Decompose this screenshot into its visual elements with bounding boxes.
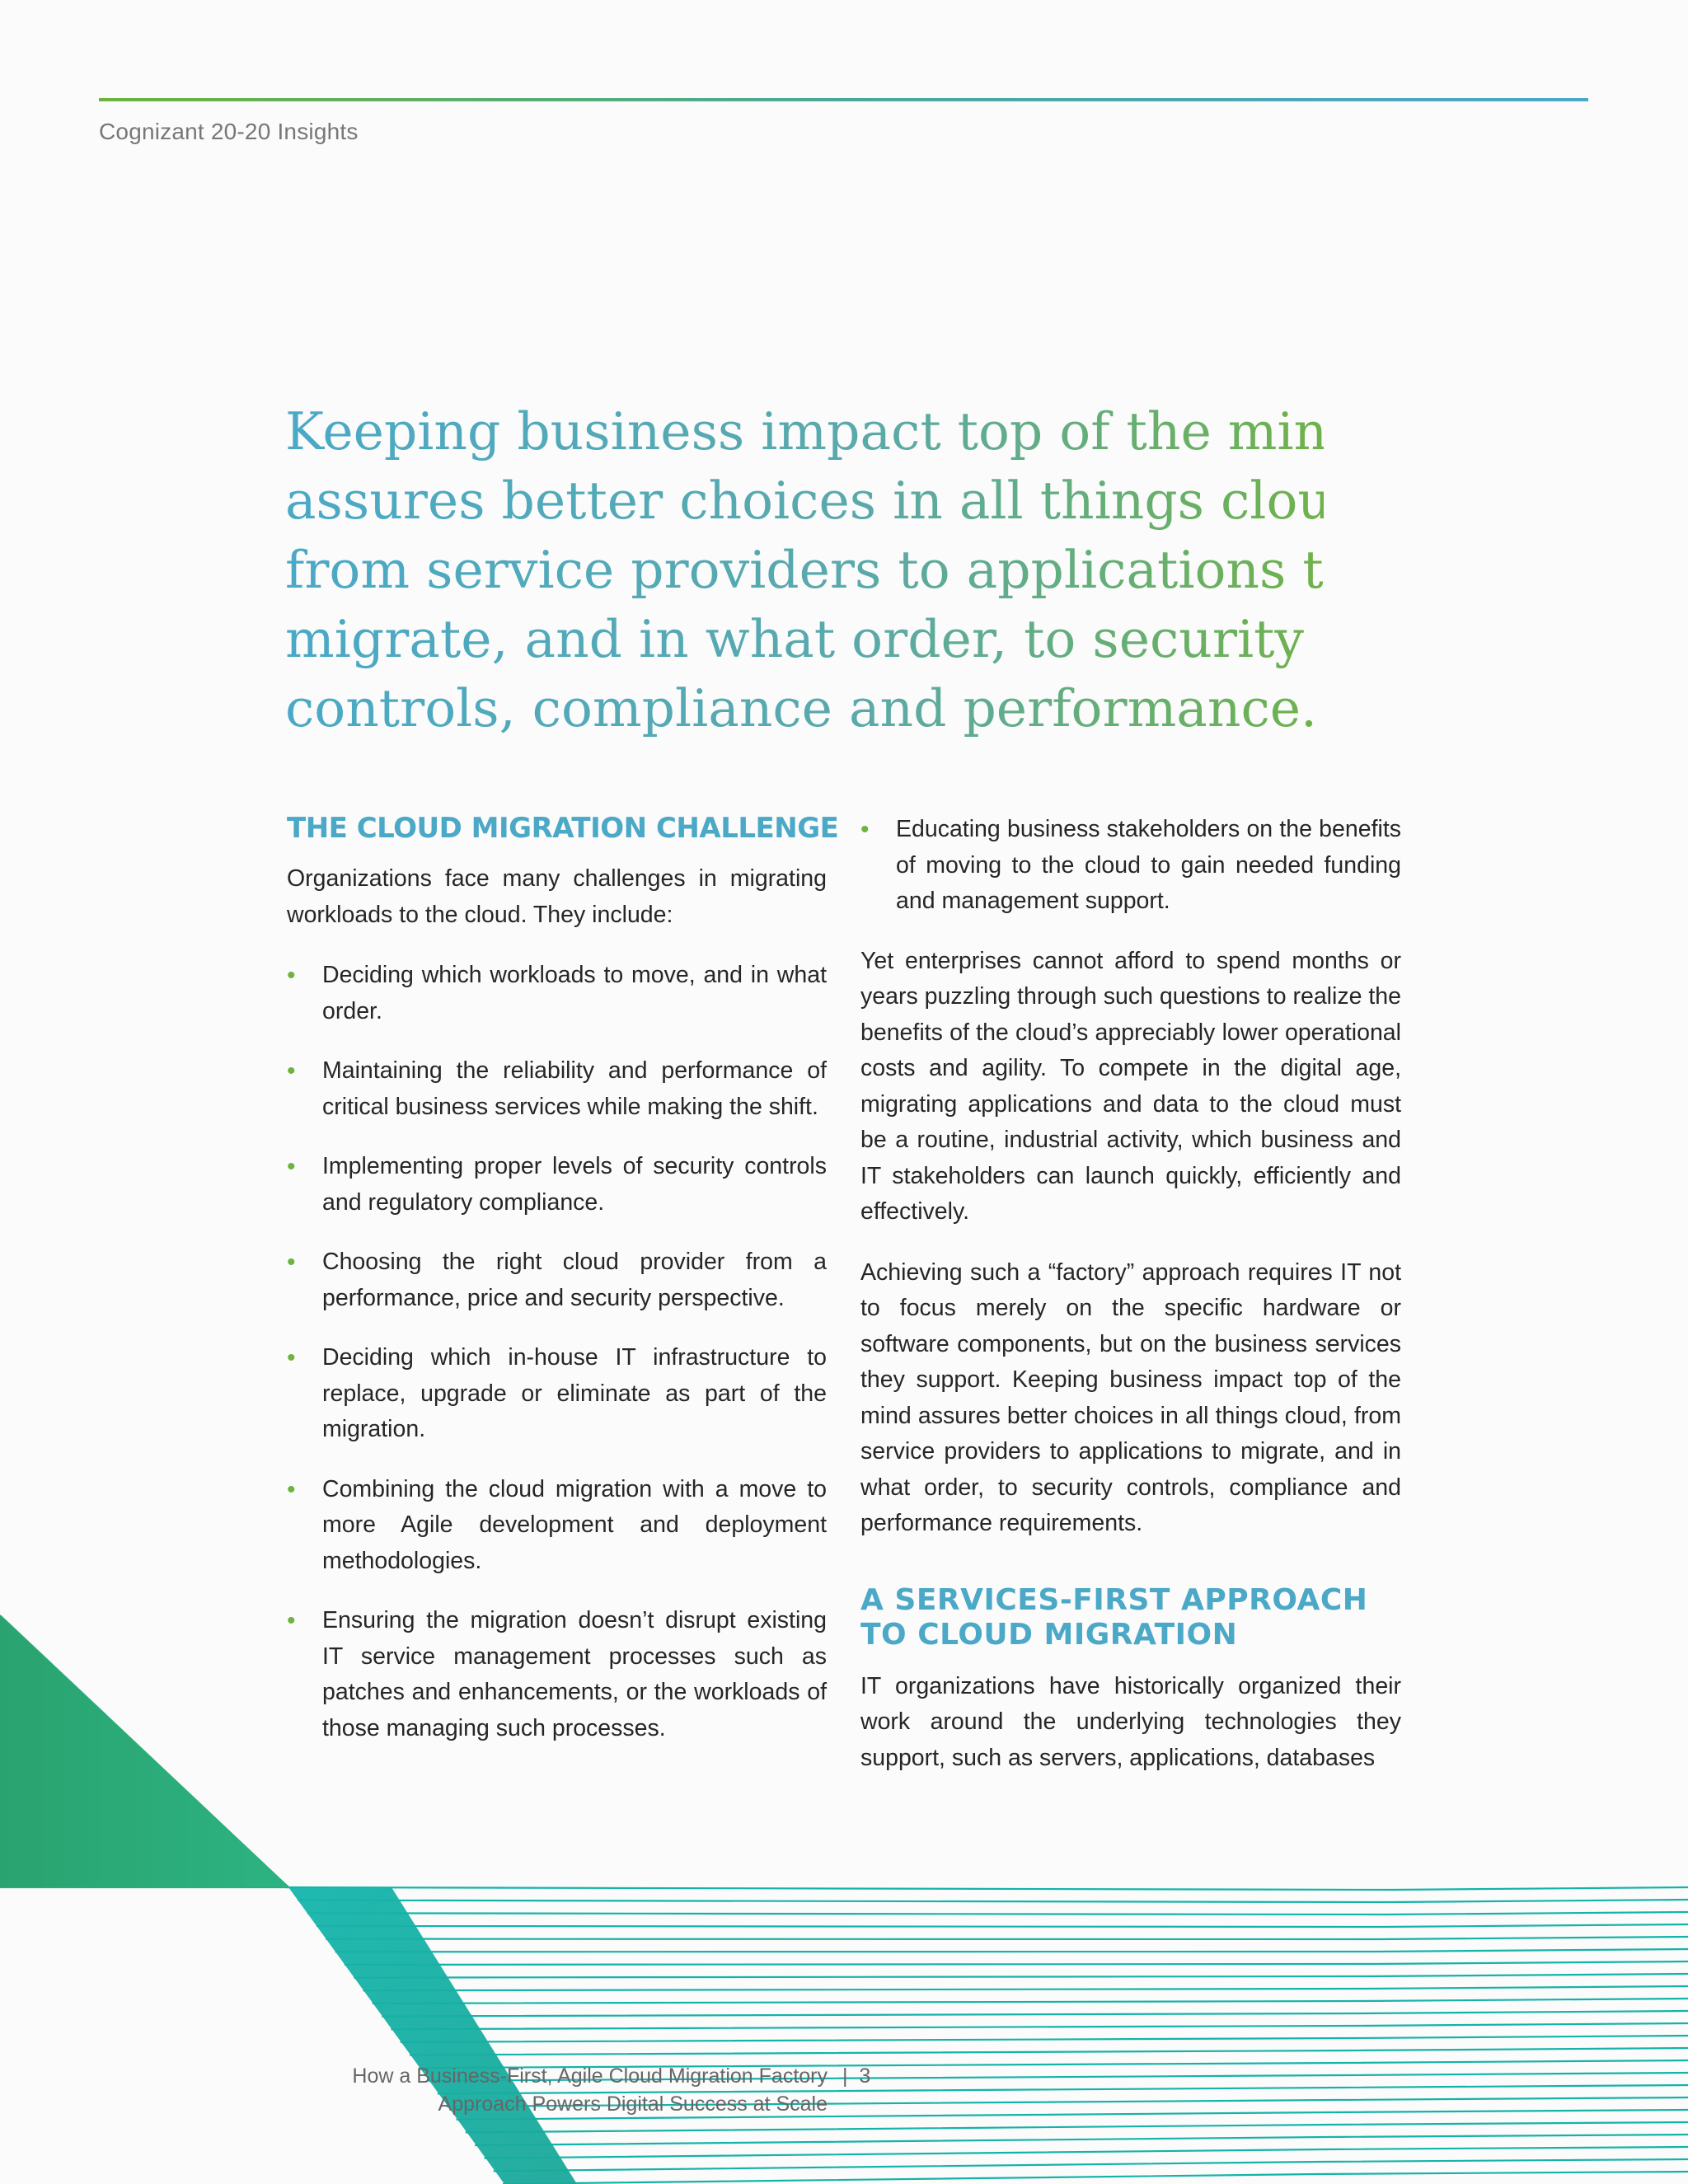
fan-line — [401, 2036, 1688, 2042]
fan-line — [363, 1986, 1688, 1990]
section-heading-line: A SERVICES-FIRST APPROACH — [860, 1582, 1368, 1617]
section-heading — [860, 1583, 1401, 1652]
pull-quote-line: controls, compliance and performance. — [285, 678, 1318, 738]
list-item — [287, 1244, 827, 1316]
fan-line — [373, 1999, 1688, 2004]
right-column — [860, 812, 1401, 1801]
bullet-icon: • — [860, 816, 870, 843]
section-heading-line: TO CLOUD MIGRATION — [860, 1617, 1238, 1652]
list-item-text: Combining the cloud migration with a move to more Agile development and deployment methodologies. — [322, 1475, 827, 1574]
section-heading: THE CLOUD MIGRATION CHALLENGE — [287, 812, 839, 845]
pull-quote-line: migrate, and in what order, to security — [285, 609, 1305, 669]
fan-line — [345, 1961, 1688, 1965]
body-paragraph: IT organizations have historically organized their work around the underlying technologies they support, such as servers, applications, databases — [860, 1672, 1401, 1771]
fan-line — [475, 2135, 1688, 2145]
pull-quote-line: from service providers to applications to — [285, 540, 1355, 600]
list-item — [287, 1149, 827, 1221]
fan-line — [335, 1949, 1688, 1952]
fan-line — [391, 2023, 1688, 2029]
footer-title — [247, 2062, 828, 2118]
fan-line — [494, 2159, 1688, 2171]
pull-quote-line: Keeping business impact top of the mind — [285, 401, 1361, 462]
list-item-text: Deciding which workloads to move, and in what order. — [322, 962, 827, 1024]
list-item — [287, 1340, 827, 1448]
footer-page — [842, 2062, 870, 2090]
list-item — [860, 812, 1401, 920]
fan-line — [410, 2048, 1688, 2055]
fan-line — [326, 1937, 1688, 1939]
teal-triangle — [288, 1887, 577, 2184]
page-number: 3 — [859, 2064, 871, 2088]
body-paragraph: Yet enterprises cannot afford to spend months or years puzzling through such questions to realize the benefits of the cloud’s appreciably lower operational costs and agility. To compete in the digital age, migrating applications and data to the cloud must be a routine, industrial activity, which business and IT stakeholders can launch quickly, efficiently and effectively. — [860, 947, 1401, 1225]
header-rule — [99, 98, 1588, 101]
bullet-icon: • — [287, 962, 296, 989]
fan-line — [484, 2147, 1688, 2158]
fan-line — [307, 1912, 1688, 1915]
footer-title-line: Approach Powers Digital Success at Scale — [438, 2093, 828, 2116]
bullet-icon: • — [287, 1249, 296, 1276]
list-item-text: Deciding which in-house IT infrastructure to replace, upgrade or eliminate as part of the migration. — [322, 1344, 827, 1442]
list-item-text: Educating business stakeholders on the benefits of moving to the cloud to gain needed funding and management support. — [896, 816, 1401, 914]
body-paragraph: Achieving such a “factory” approach requires IT not to focus merely on the specific hardware or software components, but on the business services they support. Keeping business impact top of the mind assures better choices in all things cloud, from service providers to applications to migrate, and in what order, to security controls, compliance and performance requirements. — [860, 1258, 1401, 1536]
footer-separator: | — [842, 2064, 848, 2088]
challenge-list-continued — [860, 812, 1401, 920]
list-item-text: Maintaining the reliability and performance of critical business services while making the shift. — [322, 1057, 827, 1120]
fan-line — [382, 2011, 1688, 2017]
list-item — [287, 1603, 827, 1746]
bullet-icon: • — [287, 1057, 296, 1085]
fan-line — [316, 1924, 1688, 1927]
left-column — [287, 812, 839, 1770]
list-item-text: Implementing proper levels of security controls and regulatory compliance. — [322, 1153, 827, 1216]
fan-line — [503, 2172, 1688, 2184]
footer-title-line: How a Business-First, Agile Cloud Migration Factory — [352, 2064, 828, 2088]
list-item-text: Ensuring the migration doesn’t disrupt existing IT service management processes such as patches and enhancements, or the workloads of those managing such processes. — [322, 1607, 827, 1741]
fan-line — [298, 1900, 1688, 1902]
bullet-icon: • — [287, 1607, 296, 1634]
list-item-text: Choosing the right cloud provider from a performance, price and security perspective. — [322, 1249, 827, 1311]
list-item — [287, 1053, 827, 1125]
pull-quote-line: assures better choices in all things cloud, — [285, 471, 1381, 531]
publication-label: Cognizant 20-20 Insights — [99, 119, 359, 144]
list-item — [287, 958, 827, 1029]
challenge-list — [287, 958, 827, 1746]
intro-paragraph: Organizations face many challenges in migrating workloads to the cloud. They include: — [287, 865, 827, 928]
pull-quote — [285, 397, 1381, 743]
bullet-icon: • — [287, 1153, 296, 1180]
list-item — [287, 1472, 827, 1580]
bullet-icon: • — [287, 1344, 296, 1371]
fan-line — [354, 1974, 1688, 1978]
green-triangle — [0, 1615, 288, 1887]
bullet-icon: • — [287, 1475, 296, 1503]
fan-line — [466, 2122, 1688, 2132]
fan-line — [288, 1887, 1688, 1890]
